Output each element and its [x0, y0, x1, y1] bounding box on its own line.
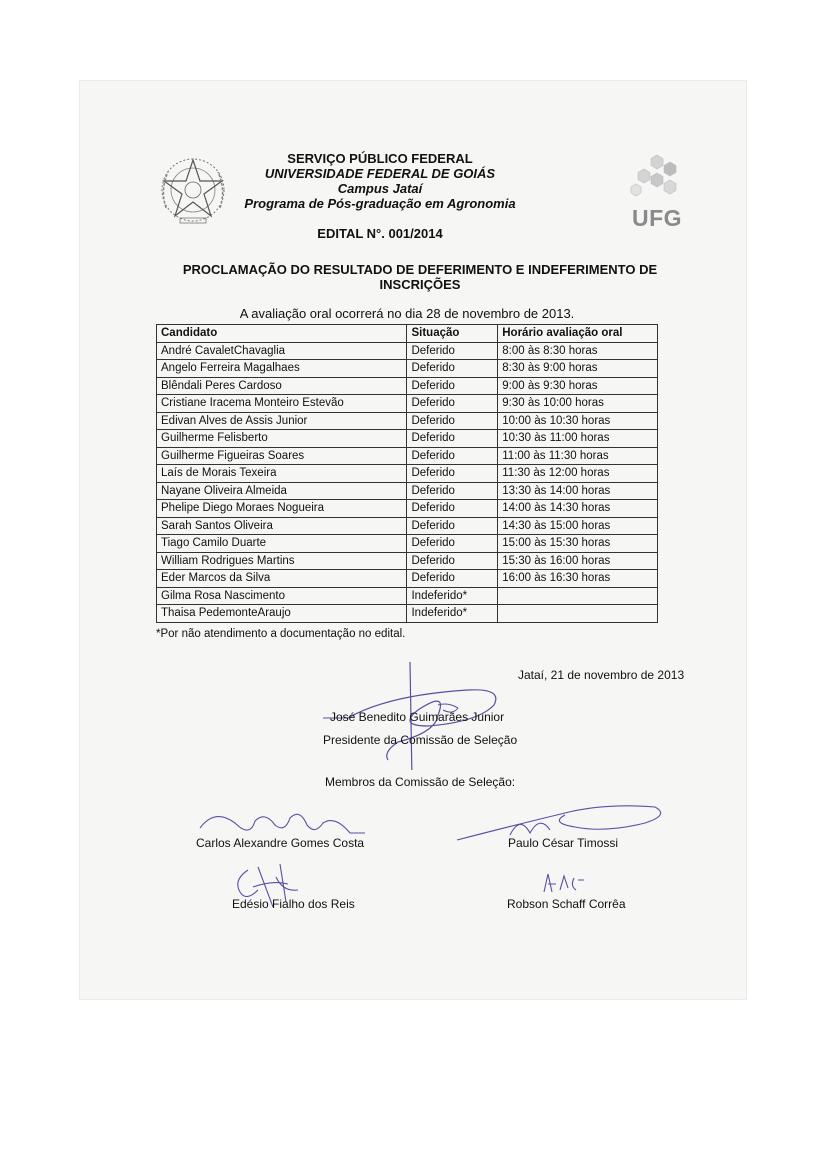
table-header-row — [157, 325, 658, 343]
cell-candidate: Eder Marcos da Silva — [157, 570, 407, 588]
cell-status: Deferido — [407, 500, 498, 518]
cell-candidate: Edivan Alves de Assis Junior — [157, 412, 407, 430]
cell-status: Deferido — [407, 570, 498, 588]
cell-status: Deferido — [407, 535, 498, 553]
ufg-logo-text: UFG — [631, 205, 683, 231]
member-name-3: Edésio Fialho dos Reis — [232, 897, 355, 911]
cell-candidate: Phelipe Diego Moraes Nogueira — [157, 500, 407, 518]
cell-time: 14:00 às 14:30 horas — [498, 500, 658, 518]
cell-candidate: Guilherme Figueiras Soares — [157, 447, 407, 465]
table-row — [157, 447, 658, 465]
col-header-time: Horário avaliação oral — [498, 325, 658, 343]
cell-time: 10:30 às 11:00 horas — [498, 430, 658, 448]
table-row — [157, 360, 658, 378]
cell-status: Indeferido* — [407, 587, 498, 605]
cell-candidate: Sarah Santos Oliveira — [157, 517, 407, 535]
table-row — [157, 535, 658, 553]
cell-time: 11:30 às 12:00 horas — [498, 465, 658, 483]
col-header-status: Situação — [407, 325, 498, 343]
cell-status: Deferido — [407, 430, 498, 448]
cell-status: Indeferido* — [407, 605, 498, 623]
cell-status: Deferido — [407, 482, 498, 500]
cell-candidate: André CavaletChavaglia — [157, 342, 407, 360]
cell-time: 14:30 às 15:00 horas — [498, 517, 658, 535]
cell-candidate: Blêndali Peres Cardoso — [157, 377, 407, 395]
edital-number: EDITAL N°. 001/2014 — [317, 226, 443, 241]
cell-candidate: Thaisa PedemonteAraujo — [157, 605, 407, 623]
cell-candidate: Nayane Oliveira Almeida — [157, 482, 407, 500]
table-row — [157, 342, 658, 360]
title-line-1: PROCLAMAÇÃO DO RESULTADO DE DEFERIMENTO E INDEFERIMENTO DE — [182, 262, 658, 277]
member-name-4: Robson Schaff Corrêa — [507, 897, 626, 911]
title-line-2: INSCRIÇÕES — [379, 277, 461, 292]
table-row — [157, 552, 658, 570]
date-line: Jataí, 21 de novembro de 2013 — [518, 668, 685, 682]
cell-status: Deferido — [407, 377, 498, 395]
cell-time: 16:00 às 16:30 horas — [498, 570, 658, 588]
table-row — [157, 517, 658, 535]
cell-status: Deferido — [407, 412, 498, 430]
cell-status: Deferido — [407, 517, 498, 535]
proclamation-title — [150, 262, 690, 292]
cell-status: Deferido — [407, 342, 498, 360]
header-line-3: Campus Jataí — [337, 181, 423, 196]
table-row — [157, 605, 658, 623]
table-row — [157, 430, 658, 448]
cell-status: Deferido — [407, 465, 498, 483]
table-row — [157, 570, 658, 588]
ufg-hexagon-icon — [628, 153, 686, 199]
cell-time: 8:30 às 9:00 horas — [498, 360, 658, 378]
header-line-2: UNIVERSIDADE FEDERAL DE GOIÁS — [264, 166, 496, 181]
cell-time — [498, 587, 658, 605]
cell-candidate: Angelo Ferreira Magalhaes — [157, 360, 407, 378]
cell-time — [498, 605, 658, 623]
cell-time: 15:30 às 16:00 horas — [498, 552, 658, 570]
table-row — [157, 482, 658, 500]
president-role: Presidente da Comissão de Seleção — [323, 733, 518, 747]
header-line-4: Programa de Pós-graduação em Agronomia — [244, 196, 516, 211]
footnote: *Por não atendimento a documentação no edital. — [156, 628, 406, 640]
member-name-2: Paulo César Timossi — [508, 836, 619, 850]
cell-time: 11:00 às 11:30 horas — [498, 447, 658, 465]
cell-time: 10:00 às 10:30 horas — [498, 412, 658, 430]
cell-time: 9:00 às 9:30 horas — [498, 377, 658, 395]
cell-time: 8:00 às 8:30 horas — [498, 342, 658, 360]
members-label: Membros da Comissão de Seleção: — [325, 775, 516, 789]
evaluation-date-note: A avaliação oral ocorrerá no dia 28 de novembro de 2013. — [239, 306, 575, 321]
header-line-1: SERVIÇO PÚBLICO FEDERAL — [287, 151, 473, 166]
cell-status: Deferido — [407, 395, 498, 413]
cell-candidate: Tiago Camilo Duarte — [157, 535, 407, 553]
cell-candidate: Gilma Rosa Nascimento — [157, 587, 407, 605]
cell-status: Deferido — [407, 552, 498, 570]
table-row — [157, 377, 658, 395]
table-row — [157, 412, 658, 430]
cell-candidate: William Rodrigues Martins — [157, 552, 407, 570]
table-row — [157, 500, 658, 518]
member-name-1: Carlos Alexandre Gomes Costa — [196, 836, 365, 850]
cell-candidate: Guilherme Felisberto — [157, 430, 407, 448]
cell-time: 9:30 às 10:00 horas — [498, 395, 658, 413]
col-header-candidate: Candidato — [157, 325, 407, 343]
cell-candidate: Cristiane Iracema Monteiro Estevão — [157, 395, 407, 413]
cell-candidate: Laís de Morais Texeira — [157, 465, 407, 483]
cell-time: 13:30 às 14:00 horas — [498, 482, 658, 500]
president-name: José Benedito Guimarães Junior — [330, 710, 505, 724]
results-table — [156, 324, 658, 623]
cell-status: Deferido — [407, 447, 498, 465]
table-row — [157, 587, 658, 605]
cell-time: 15:00 às 15:30 horas — [498, 535, 658, 553]
table-row — [157, 465, 658, 483]
table-row — [157, 395, 658, 413]
member-signature-4 — [540, 870, 590, 898]
cell-status: Deferido — [407, 360, 498, 378]
